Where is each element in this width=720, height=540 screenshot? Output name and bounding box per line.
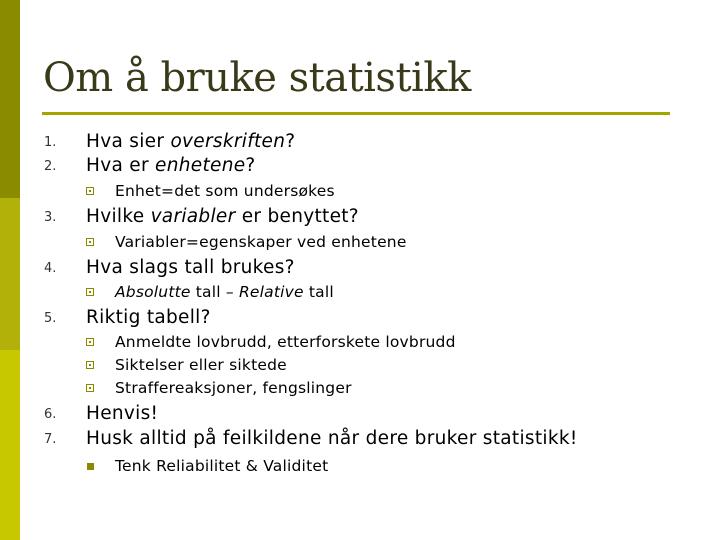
sub-item-text: Anmeldte lovbrudd, etterforskete lovbrudd [115,333,456,351]
hollow-square-bullet-icon [86,384,94,392]
text-part: tall [303,283,334,301]
text-emphasis: enhetene [155,155,246,176]
sub-item-text: Enhet=det som undersøkes [115,182,335,200]
sub-item-text [115,282,334,302]
item-number: 3. [44,210,57,225]
item-text [86,130,295,154]
item-number: 1. [44,135,57,150]
item-number: 5. [44,311,57,326]
text-part: Hva er [86,155,156,176]
item-text: Husk alltid på feilkildene når dere bruker statistikk! [86,428,578,449]
text-part: tall – [190,283,239,301]
item-number: 2. [44,159,57,174]
text-part: ? [285,131,296,152]
item-text: Hva slags tall brukes? [86,257,295,278]
text-emphasis: Relative [238,283,304,301]
text-emphasis: Absolutte [115,283,191,301]
sub-item-text: Variabler=egenskaper ved enhetene [115,233,407,251]
sub-item-text: Straffereaksjoner, fengslinger [115,379,352,397]
item-text: Henvis! [86,403,159,424]
hollow-square-bullet-icon [86,238,94,246]
item-text [86,154,256,178]
slide-title: Om å bruke statistikk [43,55,471,101]
hollow-square-bullet-icon [86,338,94,346]
hollow-square-bullet-icon [86,288,94,296]
text-part: Hva sier [86,131,171,152]
text-part: ? [245,155,256,176]
sub-item-text: Siktelser eller siktede [115,356,287,374]
hollow-square-bullet-icon [86,361,94,369]
item-number: 4. [44,261,57,276]
filled-square-bullet-icon [87,463,94,470]
item-number: 7. [44,432,57,447]
text-part: er benyttet? [235,206,359,227]
hollow-square-bullet-icon [86,187,94,195]
item-number: 6. [44,407,57,422]
text-emphasis: overskriften [170,131,286,152]
sub-item-text: Tenk Reliabilitet & Validitet [115,457,329,475]
item-text [86,205,359,229]
item-text: Riktig tabell? [86,307,211,328]
text-emphasis: variabler [150,206,236,227]
text-part: Hvilke [86,206,151,227]
